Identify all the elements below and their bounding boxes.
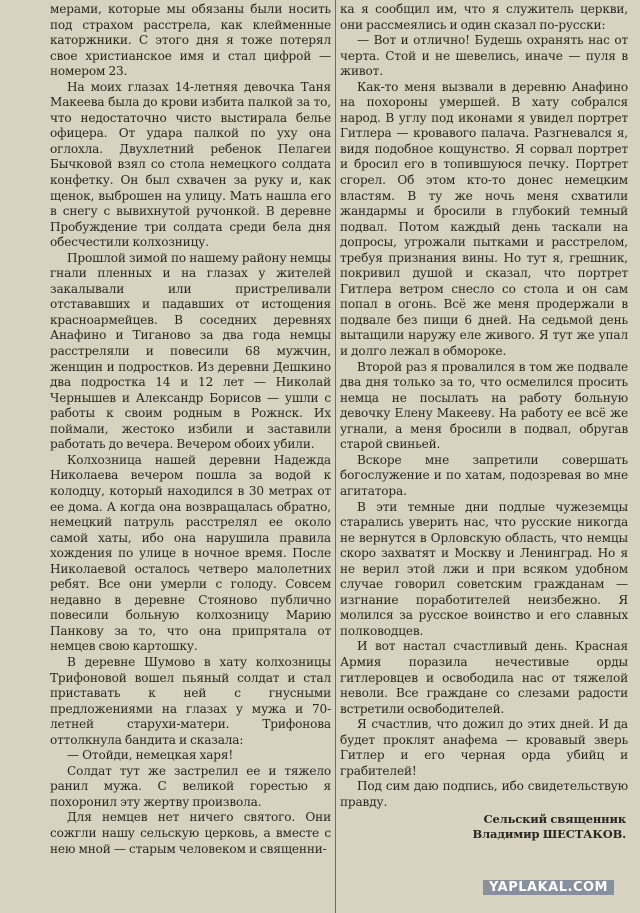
paragraph: — Отойди, немецкая харя! [67,748,234,763]
paragraph: Под сим даю подпись, ибо свидетельствую правду. [340,779,628,809]
paragraph: Второй раз я провалился в том же подвале два дня только за то, что осмелился просить немца не посылать на работу больную девочку Елену Макееву. На работу ее всё же угнали, а меня бросили в подвал, обругав старой свиньей. [340,359,628,452]
paragraph: мерами, которые мы обязаны были носить под страхом расстрела, как клейменные каторжники. С этого дня я тоже потерял свое христианское имя и стал цифрой — номером 23. [50,2,331,79]
column-divider [335,0,336,913]
signature-name: Владимир ШЕСТАКОВ. [472,827,626,842]
paragraph: Вскоре мне запретили совершать богослужение и по хатам, подозревая во мне агитатора. [340,452,628,498]
signature-title: Сельский священник [483,812,626,827]
watermark-logo: YAPLAKAL.COM [483,880,614,895]
paragraph: Колхозница нашей деревни Надежда Николаева вечером пошла за водой к колодцу, который находился в 30 метрах от ее дома. А когда она возвращалась обратно, немецкий патруль расстрелял ее около самой хаты, ибо она нарушила правила хождения по улице в ночное время. После Николаевой осталось четверо малолетних ребят. Все они умерли с голоду. Совсем недавно в деревне Стояново публично повесили больную колхозницу Марию Панкову за то, что она припрятала от немцев свою картошку. [50,452,331,654]
paragraph: В эти темные дни подлые чужеземцы старались уверить нас, что русские никогда не вернутся в Орловскую область, что немцы скоро захватят и Москву и Ленинград. Но я не верил этой лжи и при всяком удобном случае говорил советским гражданам — изгнание поработителей неизбежно. Я молился за русское воинство и его славных полководцев. [340,499,628,638]
paragraph: В деревне Шумово в хату колхозницы Трифоновой вошел пьяный солдат и стал приставать к ней с гнусными предложениями на глазах у мужа и 70-летней старухи-матери. Трифонова оттолкнула бандита и сказала: [50,654,331,747]
paragraph: Прошлой зимой по нашему району немцы гнали пленных и на глазах у жителей закалывали или пристреливали отстававших и падавших от истощения красноармейцев. В соседних деревнях Анафино и Тиганово за два года немцы расстреляли и повесили 68 мужчин, женщин и подростков. Из деревни Дешкино два подростка 14 и 12 лет — Николай Чернышев и Александр Борисов — ушли с работы к своим родным в Рожнск. Их поймали, жестоко избили и заставили работать до вечера. Вечером обоих убили. [50,250,331,452]
right-column [340,2,628,842]
left-column [50,2,331,857]
paragraph: Для немцев нет ничего святого. Они сожгли нашу сельскую церковь, а вместе с нею мной — старым человеком и священни- [50,810,331,856]
paragraph: Как-то меня вызвали в деревню Анафино на похороны умершей. В хату собрался народ. В углу под иконами я увидел портрет Гитлера — кровавого палача. Разгневался я, видя подобное кощунство. Я сорвал портрет и бросил его в топившуюся печку. Портрет сгорел. Об этом кто-то донес немецким властям. В ту же ночь меня схватили жандармы и бросили в глубокий темный подвал. Потом каждый день таскали на допросы, угрожали пытками и расстрелом, требуя признания вины. Но тут я, грешник, покривил душой и сказал, что портрет Гитлера ветром снесло со стола и он сам попал в огонь. Всё же меня продержали в подвале без пищи 6 дней. На седьмой день вытащили наружу еле живого. Я тут же упал и долго лежал в обмороке. [340,79,628,359]
signature [340,812,628,842]
paragraph: И вот настал счастливый день. Красная Армия поразила нечестивые орды гитлеровцев и освободила нас от тяжелой неволи. Все граждане со слезами радости встретили освободителей. [340,639,628,716]
paragraph: — Вот и отлично! Будешь охранять нас от черта. Стой и не шевелись, иначе — пуля в живот. [340,33,628,79]
paragraph: ка я сообщил им, что я служитель церкви, они рассмеялись и один сказал по-русски: [340,2,628,32]
paragraph: На моих глазах 14-летняя девочка Таня Макеева была до крови избита палкой за то, что недостаточно чисто выстирала белье офицера. От удара палкой по уху она оглохла. Двухлетний ребенок Пелагеи Бычковой взял со стола немецкого солдата конфетку. Он был схвачен за руку и, как щенок, выброшен на улицу. Мать нашла его в снегу с вывихнутой ручонкой. В деревне Пробуждение три солдата среди бела дня обесчестили колхозницу. [50,79,331,250]
paragraph: Я счастлив, что дожил до этих дней. И да будет проклят анафема — кровавый зверь Гитлер и его черная орда убийц и грабителей! [340,717,628,778]
paragraph: Солдат тут же застрелил ее и тяжело ранил мужа. С великой горестью я похоронил эту жертву произвола. [50,763,331,809]
